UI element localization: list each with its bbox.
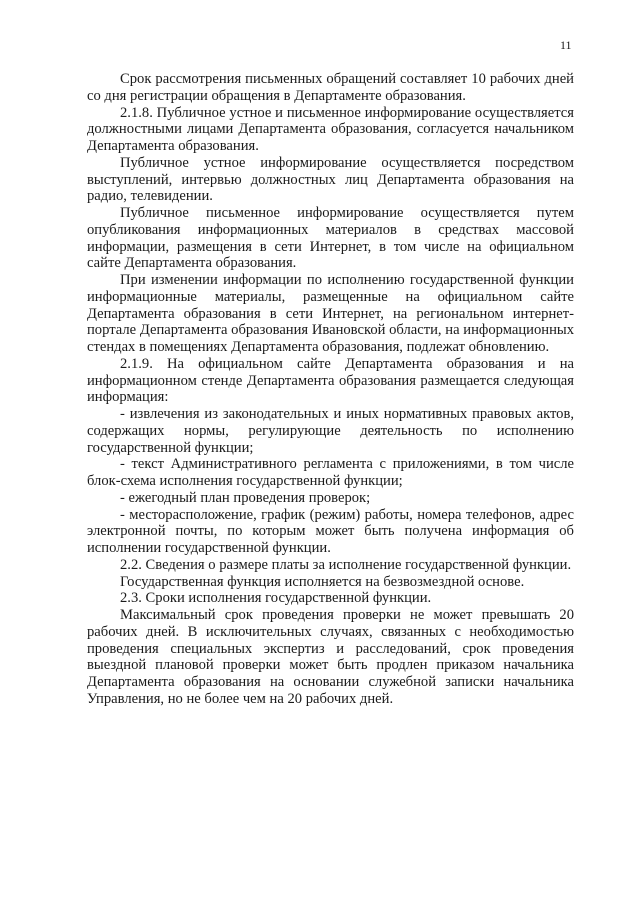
- paragraph-oral-informing: Публичное устное информирование осуществляется посредством выступлений, интервью должностных лиц Департамента образования на радио, телевидении.: [87, 154, 574, 205]
- paragraph-2-1-8: 2.1.8. Публичное устное и письменное информирование осуществляется должностными лицами Департамента образования, согласуется начальником Департамента образования.: [87, 104, 574, 154]
- list-item-contacts: - месторасположение, график (режим) работы, номера телефонов, адрес электронной почты, по которым может быть получена информация об исполнении государственной функции.: [87, 506, 574, 556]
- paragraph-2-3: 2.3. Сроки исполнения государственной функции.: [120, 590, 432, 607]
- paragraph-info-update: При изменении информации по исполнению государственной функции информационные материалы, размещенные на официальном сайте Департамента образования в сети Интернет, на региональном интернет-портале Департамента образования Ивановской области, на информационных стендах в помещениях Департамента образования, подлежат обновлению.: [87, 272, 574, 355]
- document-body: [87, 71, 574, 708]
- paragraph-2-1-9: 2.1.9. На официальном сайте Департамента образования и на информационном стенде Департамента образования размещается следующая информация:: [87, 355, 574, 406]
- list-item-legal-extracts: - извлечения из законодательных и иных нормативных правовых актов, содержащих нормы, регулирующие деятельность по исполнению государственной функции;: [87, 406, 574, 456]
- paragraph-free-of-charge: Государственная функция исполняется на безвозмездной основе.: [120, 573, 525, 590]
- paragraph-max-term: Максимальный срок проведения проверки не может превышать 20 рабочих дней. В исключительных случаях, связанных с необходимостью проведения специальных экспертиз и расследований, срок проведения выездной плановой проверки может быть продлен приказом начальника Департамента образования на основании служебной записки начальника Управления, но не более чем на 20 рабочих дней.: [87, 607, 574, 707]
- list-item-regulation-text: - текст Административного регламента с приложениями, в том числе блок-схема исполнения государственной функции;: [87, 456, 574, 489]
- paragraph-written-informing: Публичное письменное информирование осуществляется путем опубликования информационных материалов в средствах массовой информации, размещения в сети Интернет, в том числе на официальном сайте Департамента образования.: [87, 205, 574, 272]
- paragraph-2-2: 2.2. Сведения о размере платы за исполнение государственной функции.: [120, 556, 572, 573]
- paragraph-review-period: Срок рассмотрения письменных обращений составляет 10 рабочих дней со дня регистрации обращения в Департаменте образования.: [87, 71, 574, 104]
- page-number: 11: [560, 38, 572, 52]
- list-item-annual-plan: - ежегодный план проведения проверок;: [120, 489, 371, 506]
